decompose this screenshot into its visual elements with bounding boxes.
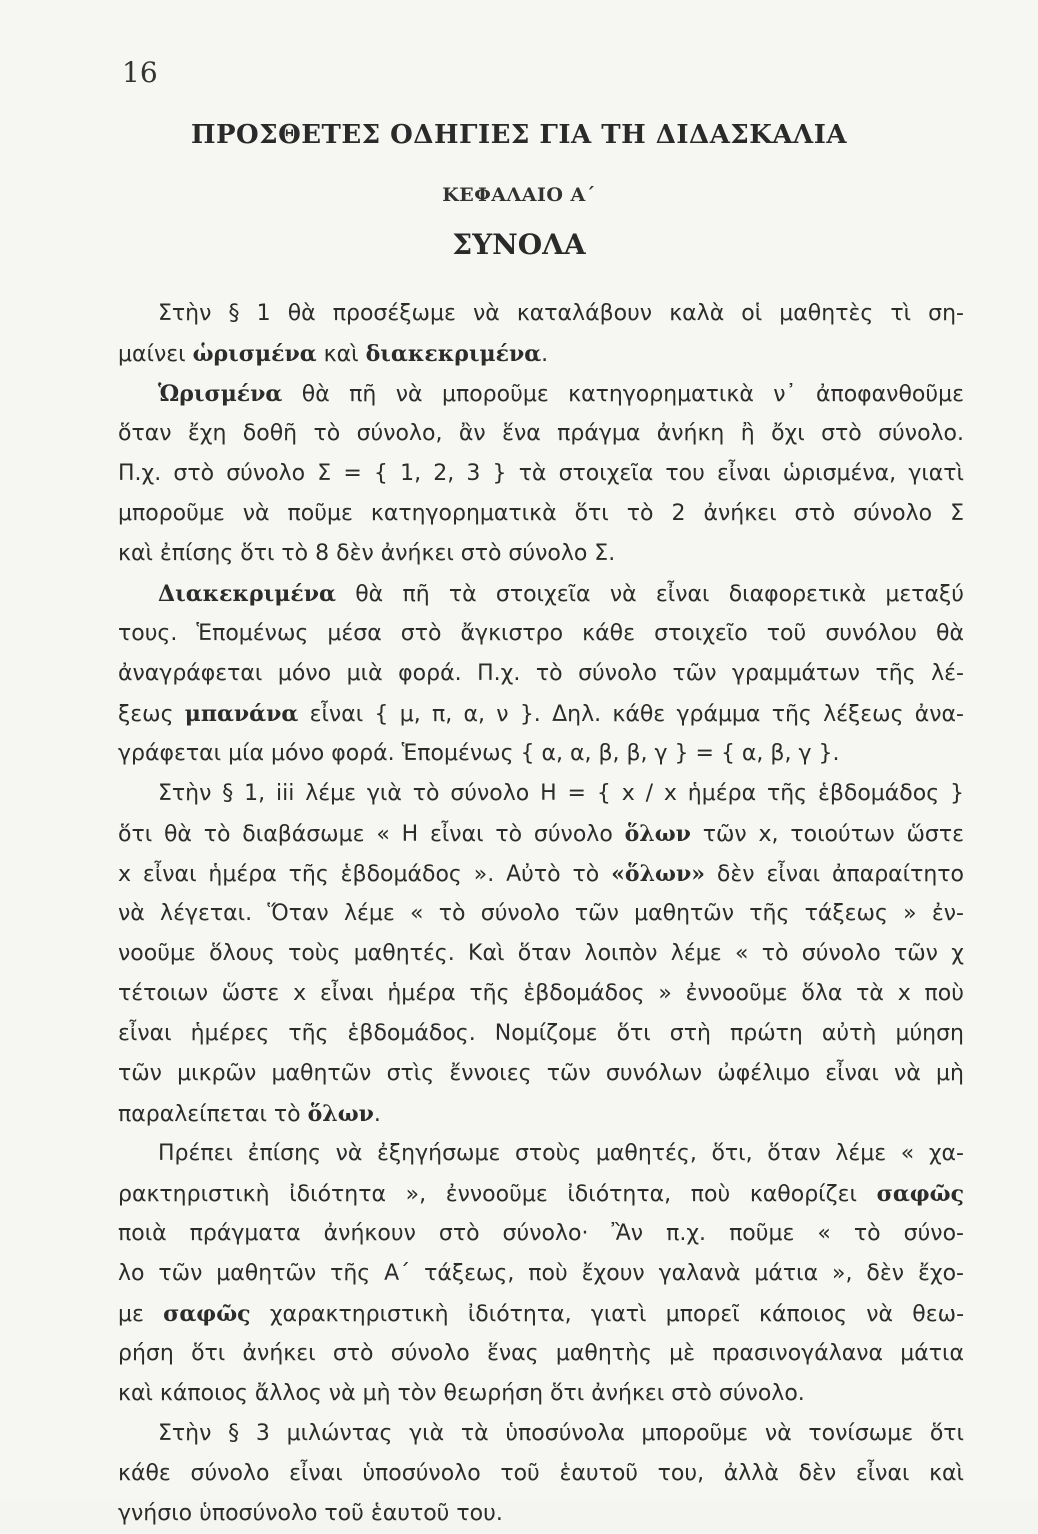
text-run: παραλείπεται τὸ [118, 1102, 308, 1127]
bold-term: μπανάνα [184, 701, 299, 727]
text-line [118, 454, 964, 494]
page-title: ΠΡΟΣΘΕΤΕΣ ΟΔΗΓΙΕΣ ΓΙΑ ΤΗ ΔΙΔΑΣΚΑΛΙΑ [190, 120, 848, 150]
bold-term: Ὡρισμένα [158, 381, 283, 407]
text-line [118, 1294, 964, 1334]
text-run: χαρακτηριστικὴ ἰδιότητα, γιατὶ μπορεῖ κάποιος νὰ θεω- [250, 1302, 965, 1327]
text-line [118, 1214, 964, 1254]
text-line [118, 974, 964, 1014]
text-run: Π.χ. στὸ σύνολο Σ = { 1, 2, 3 } τὰ στοιχεῖα του εἶναι ὡρισμένα, γιατὶ [118, 461, 964, 486]
text-run: ὅταν ἔχη δοθῆ τὸ σύνολο, ἂν ἕνα πράγμα ἀνήκη ἢ ὄχι στὸ σύνολο. [118, 421, 964, 446]
text-run: θὰ πῆ τὰ στοιχεῖα νὰ εἶναι διαφορετικὰ μεταξύ [335, 582, 964, 607]
text-line [118, 734, 964, 774]
text-run: με [118, 1302, 164, 1327]
text-run: ποιὰ πράγματα ἀνήκουν στὸ σύνολο· Ἂν π.χ. ποῦμε « τὸ σύνο- [118, 1221, 964, 1246]
text-line [118, 894, 964, 934]
text-line [118, 374, 964, 414]
bold-term: ὡρισμένα [192, 341, 317, 367]
text-line [118, 1334, 964, 1374]
bold-term: διακεκριμένα [365, 341, 542, 367]
text-line [118, 1374, 964, 1414]
text-run: δὲν εἶναι ἀπαραίτητο [704, 862, 965, 887]
text-line [118, 1054, 964, 1094]
text-run: . [541, 342, 549, 367]
text-run: εἶναι { μ, π, α, ν }. Δηλ. κάθε γράμμα τῆς λέξεως ἀνα- [298, 702, 964, 727]
text-run: Πρέπει ἐπίσης νὰ ἐξηγήσωμε στοὺς μαθητές, ὅτι, ὅταν λέμε « χα- [158, 1141, 964, 1166]
text-line [118, 1494, 964, 1534]
text-run: εἶναι ἡμέρες τῆς ἑβδομάδος. Νομίζομε ὅτι στὴ πρώτη αὐτὴ μύηση [118, 1021, 964, 1046]
text-run: καὶ κάποιος ἄλλος νὰ μὴ τὸν θεωρήση ὅτι ἀνήκει στὸ σύνολο. [118, 1381, 805, 1406]
text-line [118, 694, 964, 734]
text-line [118, 494, 964, 534]
bold-term: ὅλων [307, 1101, 374, 1127]
text-run: τους. Ἑπομένως μέσα στὸ ἄγκιστρο κάθε στοιχεῖο τοῦ συνόλου θὰ [118, 621, 964, 646]
text-line [118, 1134, 964, 1174]
text-run: ρακτηριστικὴ ἰδιότητα », ἐννοοῦμε ἰδιότητα, ποὺ καθορίζει [118, 1182, 877, 1207]
text-run: ρήση ὅτι ἀνήκει στὸ σύνολο ἕνας μαθητὴς μὲ πρασινογάλανα μάτια [118, 1341, 964, 1366]
text-line [118, 934, 964, 974]
text-run: καὶ [316, 342, 366, 367]
text-line [118, 1014, 964, 1054]
text-line [118, 1094, 964, 1134]
text-run: νὰ λέγεται. Ὅταν λέμε « τὸ σύνολο τῶν μαθητῶν τῆς τάξεως » ἐν- [118, 901, 964, 926]
chapter-heading: ΚΕΦΑΛΑΙΟ Α΄ [442, 184, 596, 206]
text-run: . [373, 1102, 381, 1127]
text-line [118, 414, 964, 454]
bold-term: ὅλων [624, 821, 691, 847]
text-line [118, 1454, 964, 1494]
text-line [118, 534, 964, 574]
text-line [118, 1414, 964, 1454]
text-run: καὶ ἐπίσης ὅτι τὸ 8 δὲν ἀνήκει στὸ σύνολο Σ. [118, 541, 616, 566]
text-line [118, 814, 964, 854]
text-line [118, 574, 964, 614]
text-line [118, 614, 964, 654]
text-run: τέτοιων ὥστε x εἶναι ἡμέρα τῆς ἑβδομάδος » ἐννοοῦμε ὅλα τὰ x ποὺ [118, 981, 964, 1006]
text-run: x εἶναι ἡμέρα τῆς ἑβδομάδος ». Αὐτὸ τὸ [118, 862, 612, 887]
text-run: Στὴν § 1 θὰ προσέξωμε νὰ καταλάβουν καλὰ οἱ μαθητὲς τὶ ση- [158, 301, 964, 326]
text-run: ἀναγράφεται μόνο μιὰ φορά. Π.χ. τὸ σύνολο τῶν γραμμάτων τῆς λέ- [118, 661, 964, 686]
text-run: τῶν x, τοιούτων ὥστε [690, 822, 965, 847]
text-line [118, 1254, 964, 1294]
text-run: μποροῦμε νὰ ποῦμε κατηγορηματικὰ ὅτι τὸ 2 ἀνήκει στὸ σύνολο Σ [118, 501, 964, 526]
bold-term: σαφῶς [163, 1301, 251, 1327]
text-run: ξεως [118, 702, 185, 727]
text-line [118, 1174, 964, 1214]
text-run: νοοῦμε ὅλους τοὺς μαθητές. Καὶ ὅταν λοιπὸν λέμε « τὸ σύνολο τῶν χ [118, 941, 964, 966]
text-run: Στὴν § 1, iii λέμε γιὰ τὸ σύνολο Η = { x / x ἡμέρα τῆς ἑβδομάδος } [158, 781, 964, 806]
text-run: λο τῶν μαθητῶν τῆς Α΄ τάξεως, ποὺ ἔχουν γαλανὰ μάτια », δὲν ἔχο- [118, 1261, 964, 1286]
text-run: θὰ πῆ νὰ μποροῦμε κατηγορηματικὰ ν᾽ ἀποφανθοῦμε [282, 382, 964, 407]
text-line [118, 854, 964, 894]
text-run: ὅτι θὰ τὸ διαβάσωμε « Η εἶναι τὸ σύνολο [118, 822, 625, 847]
text-run: γνήσιο ὑποσύνολο τοῦ ἑαυτοῦ του. [118, 1501, 503, 1526]
text-line [118, 774, 964, 814]
bold-term: «ὅλων» [611, 861, 705, 887]
section-heading: ΣΥΝΟΛΑ [452, 228, 586, 261]
text-run: κάθε σύνολο εἶναι ὑποσύνολο τοῦ ἑαυτοῦ του, ἀλλὰ δὲν εἶναι καὶ [118, 1461, 964, 1486]
bold-term: σαφῶς [876, 1181, 964, 1207]
text-run: τῶν μικρῶν μαθητῶν στὶς ἔννοιες τῶν συνόλων ὠφέλιμο εἶναι νὰ μὴ [118, 1061, 964, 1086]
text-line [118, 294, 964, 334]
text-line [118, 334, 964, 374]
page-number: 16 [122, 56, 158, 89]
text-line [118, 654, 964, 694]
text-run: μαίνει [118, 342, 193, 367]
bold-term: Διακεκριμένα [158, 581, 336, 607]
text-run: Στὴν § 3 μιλώντας γιὰ τὰ ὑποσύνολα μποροῦμε νὰ τονίσωμε ὅτι [158, 1421, 964, 1446]
body-text [118, 294, 964, 1534]
text-run: γράφεται μία μόνο φορά. Ἑπομένως { α, α, β, β, γ } = { α, β, γ }. [118, 741, 840, 766]
